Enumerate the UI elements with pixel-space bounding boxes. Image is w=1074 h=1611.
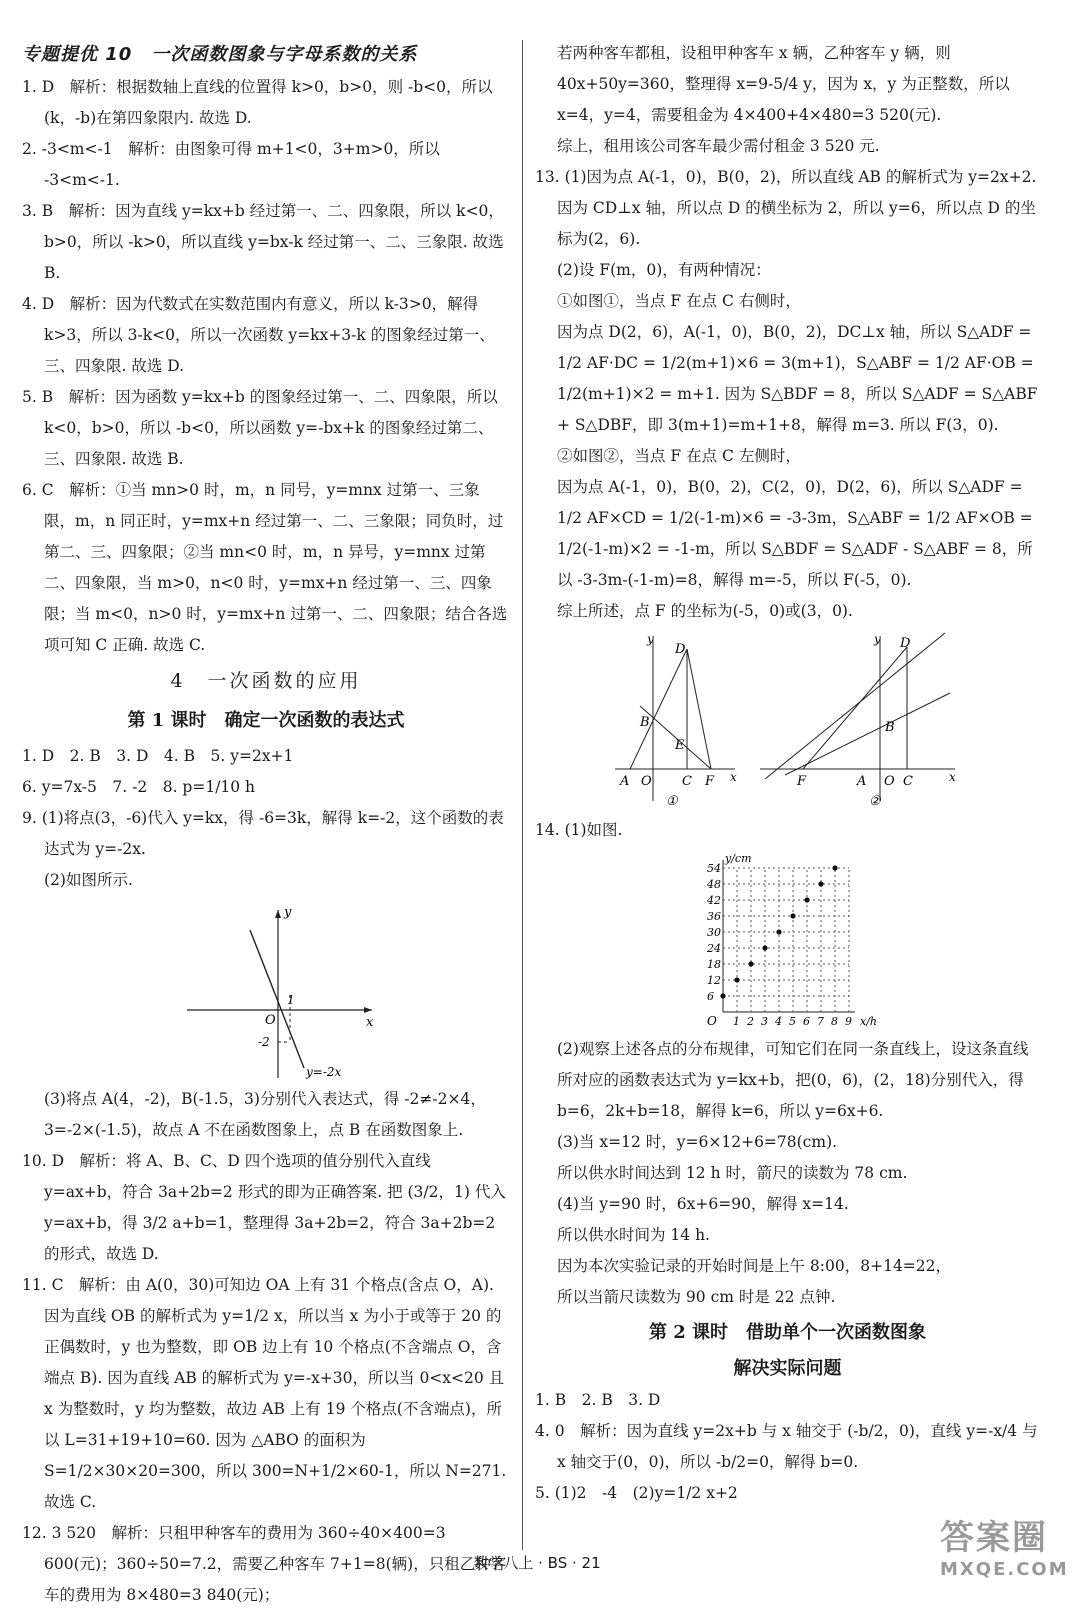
line-ad [765,633,945,779]
answer-item: 3. B 解析：因为直线 y=kx+b 经过第一、二、四象限，所以 k<0，b>0，所以 -k>0，所以直线 y=bx-k 经过第一、二、三象限. 故选 B. [22,202,504,282]
y-tick-label: 54 [707,862,721,875]
lesson-title: 第 1 课时 确定一次函数的表达式 [127,710,405,731]
data-point [832,865,837,870]
answer-item: 所以供水时间为 14 h. [557,1226,710,1244]
data-point [790,913,795,918]
answer-item: 6. C 解析：①当 mn>0 时，m，n 同号，y=mnx 过第一、三象限，m，n 同正时，y=mx+n 经过第一、二、三象限；同负时，过第二、三、四象限；②当 mn<0 时，m，n 异号，y=mnx 过第二、四象限，当 m>0，n<0 时，y=mx+n 经过第一、三、四象限；当 m<0，n>0 时，y=mx+n 过第一、二、四象限；结合各选项可知 C 正确. 故选 C. [22,481,508,654]
tick-label: 1 [287,993,295,1007]
answer-item: 若两种客车都租，设租甲种客车 x 辆，乙种客车 y 辆，则 40x+50y=360，整理得 x=9-5/4 y，因为 x，y 为正整数，所以 x=4，y=4，需要租金为 4×400+4×480=3 520(元). [557,44,1010,124]
watermark-logo [940,1510,1069,1580]
y-label: y [647,632,654,646]
point-f: F [705,774,715,789]
point-e: E [675,738,685,753]
y-tick-label: 30 [707,926,721,939]
answer-item: (3)将点 A(4，-2)，B(-1.5，3)分别代入表达式，得 -2≠-2×4，3=-2×(-1.5)，故点 A 不在函数图象上，点 B 在函数图象上. [44,1090,486,1139]
y-tick-label: 48 [707,878,721,891]
data-point [804,897,809,902]
point-a: A [857,774,867,789]
y-axis-arrow [275,910,281,918]
watermark-text: 答案圈 [940,1518,1048,1558]
answer-item: 4. 0 解析：因为直线 y=2x+b 与 x 轴交于 (-b/2，0)，直线 y=-x/4 与 x 轴交于(0，0)，所以 -b/2=0，解得 b=0. [535,1422,1038,1471]
x-label: x [949,770,956,784]
y-label: y [874,632,881,646]
point-f: F [797,774,807,789]
left-column [22,38,510,1611]
figure-2 [760,632,956,809]
line-fd [803,647,907,769]
y-tick-label: 6 [707,990,714,1003]
answer-item: (3)当 x=12 时，y=6×12+6=78(cm). [557,1133,838,1151]
point-b: B [885,720,895,735]
x-tick-label: 6 [803,1015,810,1028]
answer-item: 所以供水时间达到 12 h 时，箭尺的读数为 78 cm. [557,1164,908,1182]
y-tick-label: 24 [707,942,721,955]
point-o: O [641,774,652,789]
origin-label: O [265,1013,276,1028]
answer-item: 综上，租用该公司客车最少需付租金 3 520 元. [557,137,880,155]
answer-line: 5. (1)2 -4 (2)y=1/2 x+2 [535,1484,738,1502]
answer-item: 因为点 D(2，6)，A(-1，0)，B(0，2)，DC⊥x 轴，所以 S△ADF = 1/2 AF·DC = 1/2(m+1)×6 = 3(m+1)，S△ABF = 1/2 AF·OB = 1/2(m+1)×2 = m+1. 因为 S△BDF = 8，所以 S△ADF = S△ABF + S△DBF，即 3(m+1)=m+1+8，解得 m=3. 所以 F(3，0). [557,323,1038,434]
tick-label: -2 [258,1035,270,1049]
x-axis-label: x/h [860,1015,877,1028]
answer-line: 1. D 2. B 3. D 4. B 5. y=2x+1 [22,747,294,765]
answer-line: 6. y=7x-5 7. -2 8. p=1/10 h [22,778,256,796]
point-c: C [682,774,692,789]
line-label: y=-2x [306,1065,342,1079]
answer-item: ①如图①，当点 F 在点 C 右侧时， [557,292,801,310]
figure-caption: ① [666,794,678,809]
x-tick-label: 4 [775,1015,782,1028]
line-fb [785,693,950,775]
answer-item: 5. B 解析：因为函数 y=kx+b 的图象经过第一、二、四象限，所以 k<0，b>0，所以 -b<0，所以函数 y=-bx+k 的图象经过第二、三、四象限. 故选 B. [22,388,498,468]
data-point [776,929,781,934]
data-point [720,993,725,998]
answer-item: 2. -3<m<-1 解析：由图象可得 m+1<0，3+m>0，所以 -3<m<-1. [22,140,440,189]
answer-item: 14. (1)如图. [535,821,623,839]
answer-item: 9. (1)将点(3，-6)代入 y=kx，得 -6=3k，解得 k=-2，这个函数的表达式为 y=-2x. [22,809,504,858]
x-label: x [730,770,737,784]
chapter-title: 4 一次函数的应用 [170,670,362,692]
x-tick-label: 3 [761,1015,768,1028]
answer-item: 11. C 解析：由 A(0，30)可知边 OA 上有 31 个格点(含点 O，A). 因为直线 OB 的解析式为 y=1/2 x，所以当 x 为小于或等于 20 的正偶数时，y 也为整数，即 OB 边上有 10 个格点(不含端点 O，含端点 B). 因为直线 AB 的解析式为 y=-x+30，所以当 0<x<20 且 x 为整数时，y 均为整数，故边 AB 上有 19 个格点(不含端点)，所以 L=31+19+10=60. 因为 △ABO 的面积为 S=1/2×30×20=300，所以 300=N+1/2×60-1，所以 N=271. 故选 C. [22,1276,507,1511]
answer-item: 13. (1)因为点 A(-1，0)，B(0，2)，所以直线 AB 的解析式为 y=2x+2. 因为 CD⊥x 轴，所以点 D 的横坐标为 2，所以 y=6，所以点 D 的坐标为(2，6). [535,168,1037,248]
answer-item: 4. D 解析：因为代数式在实数范围内有意义，所以 k-3>0，解得 k>3，所以 3-k<0，所以一次函数 y=kx+3-k 的图象经过第一、三、四象限. 故选 D. [22,295,495,375]
x-tick-label: 1 [733,1015,740,1028]
q9-graph [22,900,510,1080]
special-topic-title: 专题提优 10 一次函数图象与字母系数的关系 [22,44,418,65]
lesson-title: 第 2 课时 借助单个一次函数图象 [648,1322,927,1343]
point-o: O [884,774,895,789]
data-point [748,961,753,966]
point-b: B [640,715,650,730]
point-d: D [675,642,686,657]
y-tick-label: 18 [707,958,721,971]
y-tick-label: 36 [707,910,721,923]
y-axis-label: y/cm [725,852,752,865]
answer-item: (2)设 F(m，0)，有两种情况： [557,261,771,279]
x-tick-label: 7 [817,1015,824,1028]
answer-line: 1. B 2. B 3. D [535,1391,661,1409]
watermark-url: MXQE.COM [940,1559,1069,1580]
answer-item: (4)当 y=90 时，6x+6=90，解得 x=14. [557,1195,849,1213]
y-tick-label: 12 [707,974,721,987]
x-label: x [366,1015,374,1030]
x-tick-label: 2 [747,1015,754,1028]
answer-item: (2)观察上述各点的分布规律，可知它们在同一条直线上，设这条直线所对应的函数表达式为 y=kx+b，把(0，6)，(2，18)分别代入，得 b=6，2k+b=18，解得 k=6，所以 y=6x+6. [557,1040,1029,1120]
answer-item: 12. 3 520 解析：只租甲种客车的费用为 360÷40×400=3 600(元)；360÷50=7.2，需要乙种客车 7+1=8(辆)，只租乙种客车的费用为 8×480=3 840(元)； [22,1524,507,1604]
answer-item: 综上所述，点 F 的坐标为(-5，0)或(3，0). [557,602,853,620]
answer-item: 因为本次实验记录的开始时间是上午 8:00，8+14=22， [557,1257,952,1275]
figure-caption: ② [869,794,881,809]
lesson-title-line2: 解决实际问题 [733,1358,842,1379]
data-point [818,881,823,886]
q13-figures [535,631,1040,811]
point-a: A [620,774,630,789]
page-footer: 数学八上 · BS · 21 [473,1554,601,1572]
right-column [535,38,1040,1509]
data-point [762,945,767,950]
y-tick-label: 42 [707,894,721,907]
x-tick-label: 5 [789,1015,796,1028]
q14-scatter-grid [535,850,1040,1030]
answer-item: 1. D 解析：根据数轴上直线的位置得 k>0，b>0，则 -b<0，所以(k，-b)在第四象限内. 故选 D. [22,78,493,127]
answer-item: 10. D 解析：将 A、B、C、D 四个选项的值分别代入直线 y=ax+b，符合 3a+2b=2 形式的即为正确答案. 把 (3/2，1) 代入 y=ax+b，得 3/2 a+b=1，整理得 3a+2b=2，符合 3a+2b=2 的形式，故选 D. [22,1152,506,1263]
point-c: C [903,774,913,789]
origin-label: O [707,1014,717,1028]
point-d: D [900,636,911,651]
answer-item: 因为点 A(-1，0)，B(0，2)，C(2，0)，D(2，6)，所以 S△ADF = 1/2 AF×CD = 1/2(-1-m)×6 = -3-3m，S△ABF = 1/2 AF×OB = 1/2(-1-m)×2 = -1-m，所以 S△BDF = S△ADF - S△ABF = 8，所以 -3-3m-(-1-m)=8，解得 m=-5，所以 F(-5，0). [557,478,1033,589]
x-tick-label: 8 [831,1015,838,1028]
y-label: y [284,905,292,920]
data-point [734,977,739,982]
column-divider [522,40,523,1550]
answer-item: 所以当箭尺读数为 90 cm 时是 22 点钟. [557,1288,836,1306]
answer-item: ②如图②，当点 F 在点 C 左侧时， [557,447,801,465]
x-tick-label: 9 [845,1015,852,1028]
answer-item: (2)如图所示. [44,871,133,889]
figure-1 [615,632,737,809]
x-axis-arrow [364,1007,372,1013]
